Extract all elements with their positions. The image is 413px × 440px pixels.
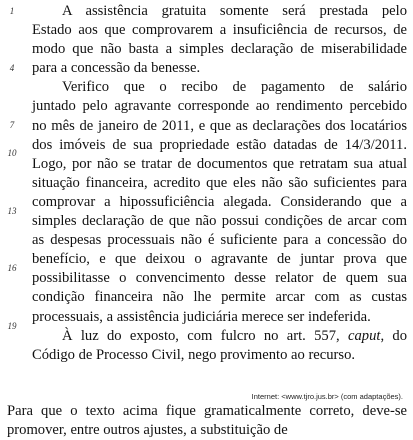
line-number: 4 <box>9 63 15 73</box>
passage-line-18-text: À luz do exposto, com fulcro no art. 557, <box>62 327 348 344</box>
question-line: Para que o texto acima fique gramaticalmente correto, deve-se <box>7 403 407 419</box>
passage-line: possibilitasse o convencimento desse relator de quem sua <box>32 270 407 287</box>
line-number: 16 <box>7 263 17 273</box>
passage-line-18-end: , do <box>380 327 407 344</box>
line-number: 13 <box>7 206 17 216</box>
caput-term: caput <box>348 327 381 344</box>
passage-line: no mês de janeiro de 2011, e que as declarações dos locatários <box>32 117 407 134</box>
passage-line: para a concessão da benesse. <box>32 60 201 77</box>
passage-line: benefício, e que deixou o agravante de juntar prova que <box>32 251 407 268</box>
passage-line: as despesas processuais não é suficiente para a concessão do <box>32 232 407 249</box>
passage-line: comprovar a hipossuficiência alegada. Considerando que a <box>32 193 407 210</box>
line-number: 7 <box>9 120 15 130</box>
passage-line-18 <box>32 327 407 346</box>
passage-line: Verifico que o recibo de pagamento de salário <box>62 79 407 96</box>
passage-line: juntado pelo agravante corresponde ao rendimento percebido <box>32 98 407 115</box>
passage-line: situação financeira, acredito que eles não são suficientes para <box>32 174 407 191</box>
line-number: 1 <box>9 6 15 16</box>
passage-line: processuais, a assistência judiciária merece ser indeferida. <box>32 308 371 325</box>
passage-line: Estado aos que comprovarem a insuficiência de recursos, de <box>32 22 407 39</box>
passage-line: condição financeira não lhe permite arcar com as custas <box>32 289 407 306</box>
passage-line: simples declaração de que não possui condições de arcar com <box>32 213 407 230</box>
line-number: 19 <box>7 321 17 331</box>
passage-line: dos imóveis de sua propriedade estão datadas de 14/3/2011. <box>32 136 407 153</box>
passage-line: A assistência gratuita somente será prestada pelo <box>62 3 407 19</box>
line-number: 10 <box>7 148 17 158</box>
passage-line: modo que não basta a simples declaração de miserabilidade <box>32 41 407 58</box>
passage-line: Logo, por não se tratar de documentos que retratam sua atual <box>32 155 407 172</box>
question-text <box>7 402 407 440</box>
passage-text <box>32 2 407 365</box>
passage-line: Código de Processo Civil, nego provimento ao recurso. <box>32 346 356 363</box>
question-line: promover, entre outros ajustes, a substituição de <box>7 422 288 438</box>
source-citation: Internet: <www.tjro.jus.br> (com adaptações). <box>251 392 403 401</box>
